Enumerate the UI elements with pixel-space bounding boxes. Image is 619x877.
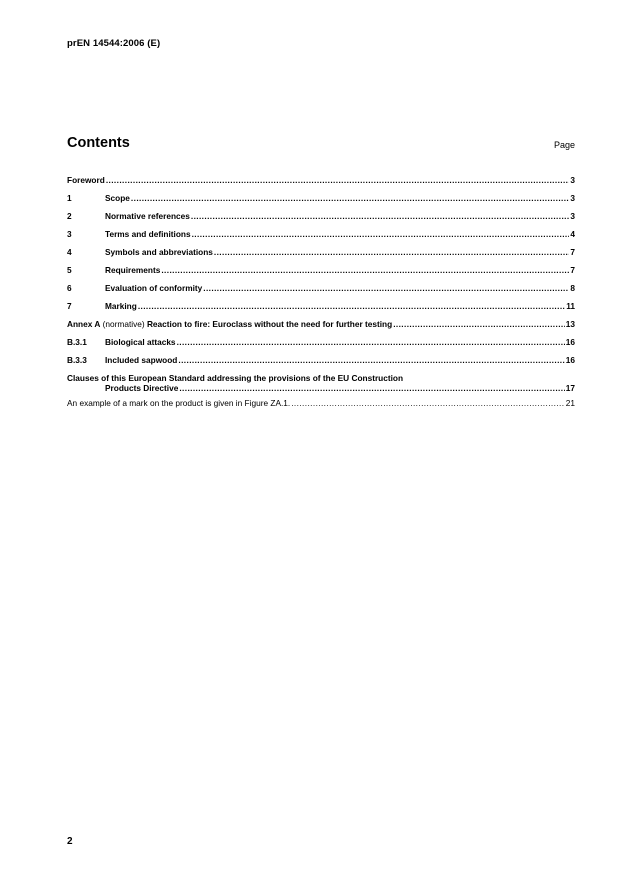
dot-leader [291,398,565,409]
toc-entry-page: 8 [570,283,575,293]
toc-entry-number: 1 [67,193,72,203]
toc-entry-page: 3 [570,175,575,185]
dot-leader [179,383,564,393]
toc-entry-included-sapwood[interactable] [67,355,575,366]
dot-leader [178,355,564,366]
toc-entry-number: 2 [67,211,72,221]
toc-entry-label: Included sapwood [105,355,178,365]
toc-entry-number: 4 [67,247,72,257]
toc-entry-label-line2-row [67,383,575,393]
dot-leader [191,211,570,222]
dot-leader [203,283,569,294]
annex-title: Reaction to fire: Euroclass without the need for further testing [146,319,393,329]
toc-entry-mark-example[interactable] [67,398,575,409]
toc-entry-page: 16 [565,337,575,347]
dot-leader [138,301,565,312]
toc-entry-clauses-eu-directive[interactable] [67,373,575,393]
toc-entry-page: 16 [565,355,575,365]
dot-leader [214,247,569,258]
toc-entry-number: B.3.1 [67,337,87,347]
dot-leader [106,175,570,186]
toc-entry-label: Terms and definitions [105,229,191,239]
toc-entry-terms-and-definitions[interactable] [67,229,575,240]
toc-entry-annex-a[interactable] [67,319,575,330]
toc-entry-label-line1: Clauses of this European Standard addressing the provisions of the EU Construction [67,373,404,383]
toc-entry-biological-attacks[interactable] [67,337,575,348]
toc-entry-label: Symbols and abbreviations [105,247,213,257]
toc-entry-symbols-and-abbreviations[interactable] [67,247,575,258]
toc-entry-label: Foreword [67,175,105,185]
toc-entry-evaluation-of-conformity[interactable] [67,283,575,294]
toc-entry-foreword[interactable] [67,175,575,186]
toc-entry-normative-references[interactable] [67,211,575,222]
document-id: prEN 14544:2006 (E) [67,38,161,49]
toc-entry-page: 21 [565,398,575,408]
toc-entry-number: 5 [67,265,72,275]
toc-entry-number: 6 [67,283,72,293]
toc-entry-label [67,319,392,330]
page-number: 2 [67,836,73,847]
contents-heading: Contents [67,135,130,151]
toc-entry-label-line2: Products Directive [105,383,179,393]
dot-leader [393,319,565,330]
toc-entry-page: 17 [565,383,575,393]
toc-entry-page: 7 [570,247,575,257]
toc-entry-label: Biological attacks [105,337,176,347]
dot-leader [192,229,570,240]
toc-entry-page: 3 [570,193,575,203]
dot-leader [131,193,569,204]
toc-entry-page: 3 [570,211,575,221]
toc-entry-number: 7 [67,301,72,311]
toc-entry-marking[interactable] [67,301,575,312]
toc-entry-label: Requirements [105,265,161,275]
toc-entry-label: Scope [105,193,130,203]
annex-label: Annex A [67,319,101,329]
table-of-contents [67,170,575,409]
toc-entry-page: 13 [565,319,575,329]
annex-type: (normative) [100,319,147,329]
dot-leader [161,265,569,276]
toc-entry-requirements[interactable] [67,265,575,276]
toc-entry-page: 11 [566,301,575,311]
toc-entry-label: Marking [105,301,137,311]
toc-entry-label: Normative references [105,211,190,221]
toc-entry-number: B.3.3 [67,355,87,365]
toc-entry-label: An example of a mark on the product is given in Figure ZA.1. [67,398,291,408]
page-column-label: Page [553,140,575,150]
toc-entry-scope[interactable] [67,193,575,204]
toc-entry-page: 4 [570,229,575,239]
toc-entry-label: Evaluation of conformity [105,283,203,293]
dot-leader [177,337,565,348]
toc-entry-number: 3 [67,229,72,239]
toc-entry-page: 7 [570,265,575,275]
